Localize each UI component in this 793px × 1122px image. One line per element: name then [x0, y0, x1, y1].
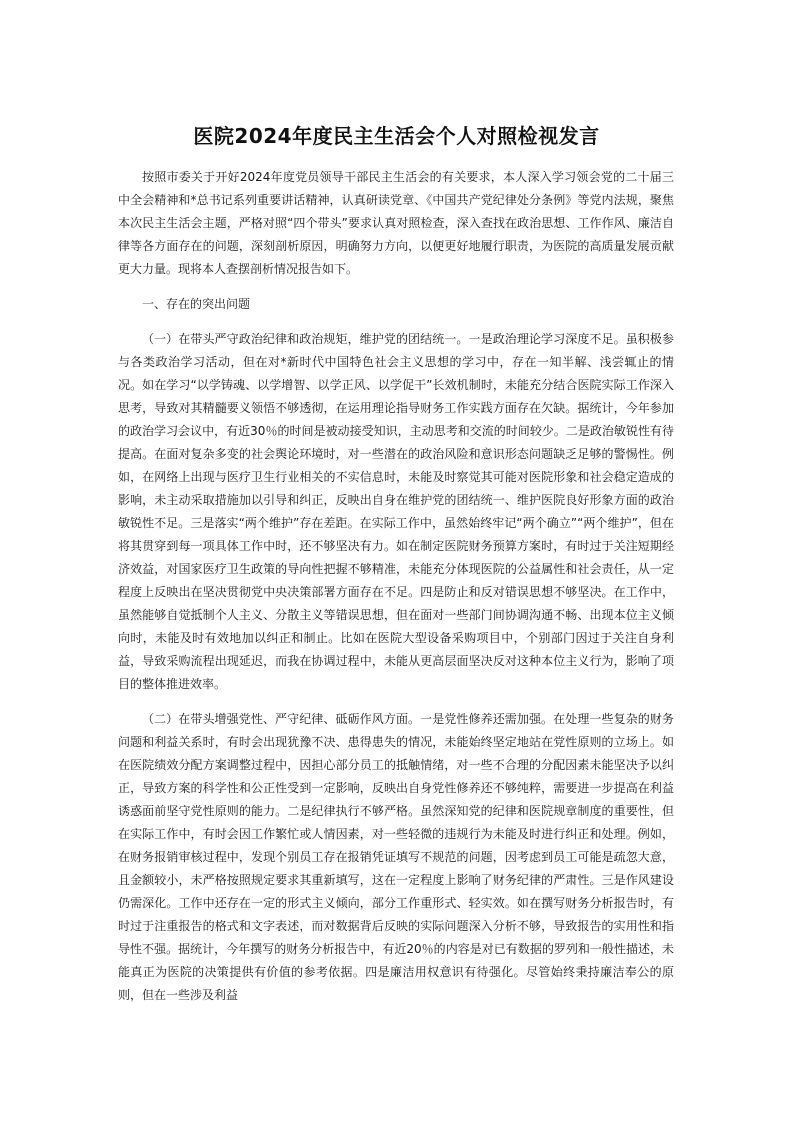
document-title: 医院2024年度民主生活会个人对照检视发言: [193, 124, 600, 148]
section-one-paragraph: （一）在带头严守政治纪律和政治规矩，维护党的团结统一。一是政治理论学习深度不足。虽积极参与各类政治学习活动，但在对*新时代中国特色社会主义思想的学习中，存在一知半解、浅尝辄止的情况。如在学习“以学铸魂、以学增智、以学正风、以学促干”长效机制时，未能充分结合医院实际工作深入思考，导致对其精髓要义领悟不够透彻，在运用理论指导财务工作实践方面存在欠缺。据统计，今年参加的政治学习会议中，有近30％的时间是被动接受知识，主动思考和交流的时间较少。二是政治敏锐性有待提高。在面对复杂多变的社会舆论环境时，对一些潜在的政治风险和意识形态问题缺乏足够的警惕性。例如，在网络上出现与医疗卫生行业相关的不实信息时，未能及时察觉其可能对医院形象和社会稳定造成的影响，未主动采取措施加以引导和纠正，反映出自身在维护党的团结统一、维护医院良好形象方面的政治敏锐性不足。三是落实“两个维护”存在差距。在实际工作中，虽然始终牢记“两个确立”“两个维护”，但在将其贯穿到每一项具体工作中时，还不够坚决有力。如在制定医院财务预算方案时，有时过于关注短期经济效益，对国家医疗卫生政策的导向性把握不够精准，未能充分体现医院的公益属性和社会责任，从一定程度上反映出在坚决贯彻党中央决策部署方面存在不足。四是防止和反对错误思想不够坚决。在工作中，虽然能够自觉抵制个人主义、分散主义等错误思想，但在面对一些部门间协调沟通不畅、出现本位主义倾向时，未能及时有效地加以纠正和制止。比如在医院大型设备采购项目中，个别部门因过于关注自身利益，导致采购流程出现延迟，而我在协调过程中，未能从更高层面坚决反对这种本位主义行为，影响了项目的整体推进效率。: [118, 332, 674, 691]
paragraph-gap: [118, 696, 674, 708]
paragraph-gap: [118, 281, 674, 293]
paragraph-gap: [118, 316, 674, 328]
document-body: [118, 166, 674, 1007]
intro-paragraph: 按照市委关于开好2024年度党员领导干部民主生活会的有关要求，本人深入学习领会党的二十届三中全会精神和*总书记系列重要讲话精神，认真研读党章、《中国共产党纪律处分条例》等党内法规，聚焦本次民主生活会主题，严格对照“四个带头”要求认真对照检查，深入查找在政治思想、工作作风、廉洁自律等各方面存在的问题，深刻剖析原因，明确努力方向，以便更好地履行职责，为医院的高质量发展贡献更大力量。现将本人查摆剖析情况报告如下。: [118, 170, 674, 276]
section-heading: 一、存在的突出问题: [142, 297, 251, 311]
section-two-paragraph: （二）在带头增强党性、严守纪律、砥砺作风方面。一是党性修养还需加强。在处理一些复杂的财务问题和利益关系时，有时会出现犹豫不决、患得患失的情况，未能始终坚定地站在党性原则的立场上。如在医院绩效分配方案调整过程中，因担心部分员工的抵触情绪，对一些不合理的分配因素未能坚决予以纠正，导致方案的科学性和公正性受到一定影响，反映出自身党性修养还不够纯粹，需要进一步提高在利益诱惑面前坚守党性原则的能力。二是纪律执行不够严格。虽然深知党的纪律和医院规章制度的重要性，但在实际工作中，有时会因工作繁忙或人情因素，对一些轻微的违规行为未能及时进行纠正和处理。例如，在财务报销审核过程中，发现个别员工存在报销凭证填写不规范的问题，因考虑到员工可能是疏忽大意，且金额较小，未严格按照规定要求其重新填写，这在一定程度上影响了财务纪律的严肃性。三是作风建设仍需深化。工作中还存在一定的形式主义倾向，部分工作重形式、轻实效。如在撰写财务分析报告时，有时过于注重报告的格式和文字表述，而对数据背后反映的实际问题深入分析不够，导致报告的实用性和指导性不强。据统计，今年撰写的财务分析报告中，有近20％的内容是对已有数据的罗列和一般性描述，未能真正为医院的决策提供有价值的参考依据。四是廉洁用权意识有待强化。尽管始终秉持廉洁奉公的原则，但在一些涉及利益: [118, 712, 674, 1002]
